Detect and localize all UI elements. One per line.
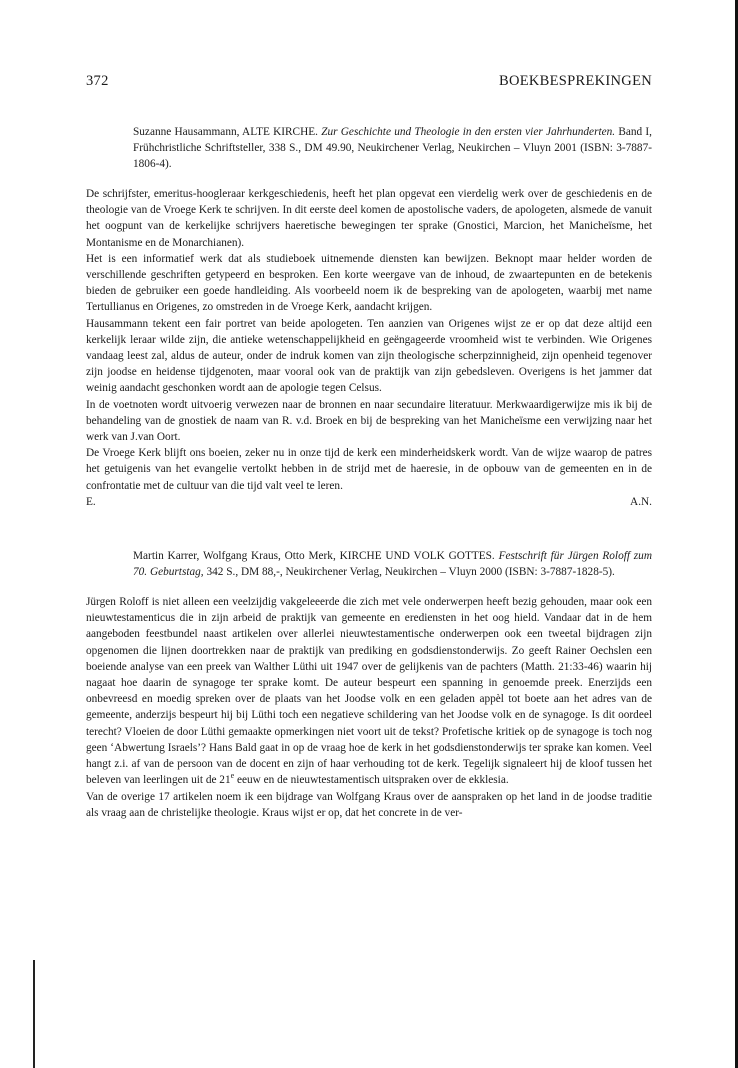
review-1-subtitle: Zur Geschichte und Theologie in den ersten vier Jahrhunderten. bbox=[321, 126, 616, 138]
review-2-paragraph-text: Jürgen Roloff is niet alleen een veelzijdig vakgeleeerde die zich met vele onderwerpen heeft bezig gehouden, maar ook een nieuwtestamenticus die in zijn arbeid de praktijk van gemeente en erediensten in het oog hield. Vandaar dat in de hem aangeboden feestbundel naast artikelen over allerlei nieuwtestamentische onderwerpen ook een tweetal bijdragen zijn opgenomen die lijnen doortrekken naar de praktijk van prediking en godsdienstonderwijs. Zo geeft Rainer Oechslen een boeiende analyse van een preek van Walther Lüthi uit 1947 over de gelijkenis van de pachters (Matth. 21:33-46) waarin hij nagaat hoe daarin de synagoge ter sprake komt. De auteur bespeurt een spanning in genoemde preek. Enerzijds een onbevreesd en moedig spreken over de plaats van het Joodse volk en een geladen appèl tot boete aan het adres van de gemeente, anderzijs bespeurt hij bij Lüthi toch een negatieve schildering van het Joodse volk en de synagoge. Is dit oordeel terecht? Vloeien de door Lüthi gemaakte opmerkingen niet voort uit de tekst? Profetische kritiek op de synagoge is toch nog geen ‘Abwertung Israels’? Hans Bald gaat in op de vraag hoe de kerk in het godsdienstonderwijs ter sprake kan komen. Veel hangt z.i. af van de persoon van de docent en zijn of haar verhouding tot de kerk. Tegelijk signaleert hij de kloof tussen het beleven van leerlingen uit de 21 bbox=[86, 596, 652, 787]
running-header bbox=[86, 72, 652, 90]
review-2-authors: Martin Karrer, Wolfgang Kraus, Otto Merk, KIRCHE UND VOLK GOTTES. bbox=[133, 550, 495, 563]
century-superscript: e bbox=[230, 771, 235, 781]
review-1-paragraph: Hausammann tekent een fair portret van beide apologeten. Ten aanzien van Origenes wijst ze er op dat deze altijd een kerkelijk leraar wilde zijn, die antieke wetenschappelijkheid en geëngageerde vroomheid wist te verbinden. Wie Origenes vandaag leest zal, aldus de auteur, onder de indruk komen van zijn theologische scherpzinnigheid, zijn openheid tegenover zijn joodse en heidense tijdgenoten, maar vooral ook van de praktijk van zijn gebedsleven. Overigens is het jammer dat weinig aandacht geschonken wordt aan de apologie tegen Celsus. bbox=[86, 317, 652, 395]
review-2-subtitle: Festschrift für Jürgen Roloff zum 70. Geburtstag, bbox=[133, 550, 652, 579]
review-1-authors: Suzanne Hausammann, ALTE KIRCHE. bbox=[133, 126, 318, 138]
review-2-citation bbox=[133, 548, 652, 580]
review-1-paragraph: De Vroege Kerk blijft ons boeien, zeker nu in onze tijd de kerk een minderheidskerk wordt. Van de wijze waarop de patres het getuigenis van het evangelie vertolkt hebben in de strijd met de haeresie, in de opbouw van de gemeenten en in de confrontatie met de cultuur van die tijd valt veel te leren. bbox=[86, 447, 652, 492]
review-1-details: Band I, Frühchristliche Schriftsteller, 338 S., DM 49.90, Neukirchener Verlag, Neukirchen – Vluyn 2001 (ISBN: 3-7887-1806-4). bbox=[133, 126, 653, 170]
review-2-details: 342 S., DM 88,-, Neukirchener Verlag, Neukirchen – Vluyn 2000 (ISBN: 3-7887-1828-5). bbox=[206, 566, 615, 579]
review-1-paragraph: In de voetnoten wordt uitvoerig verwezen naar de bronnen en naar secundaire literatuur. Merkwaardigerwijze mis ik bij de behandeling van de gnostiek de naam van R. v.d. Broek en bij de bespreking van het Manicheïsme een verwijzing naar het werk van J.van Oort. bbox=[86, 398, 652, 444]
review-1-citation bbox=[133, 124, 652, 172]
page bbox=[86, 72, 652, 821]
page-number: 372 bbox=[86, 73, 109, 89]
review-1-body bbox=[86, 186, 652, 510]
review-2-body bbox=[86, 594, 652, 821]
review-1-paragraph: Het is een informatief werk dat als studieboek uitnemende diensten kan bewijzen. Beknopt maar helder worden de verschillende geschriften getypeerd en besproken. Een korte weergave van de inhoud, de zwaartepunten en de betekenis bieden de gebruiker een goede handleiding. Als voorbeeld noem ik de bespreking van de apologeten, waarbij met name Tertullianus en Origenes, zo omstreden in de Vroege Kerk, aandacht krijgen. bbox=[86, 252, 652, 314]
review-1-signature bbox=[86, 494, 652, 510]
scan-border-left bbox=[33, 960, 35, 1068]
review-2-paragraph: Van de overige 17 artikelen noem ik een bijdrage van Wolfgang Kraus over de aanspraken op het land in de joodse traditie als vraag aan de christelijke theologie. Kraus wijst er op, dat het concrete in de ver- bbox=[86, 790, 652, 819]
review-2-paragraph bbox=[86, 594, 652, 788]
review-1-paragraph: De schrijfster, emeritus-hoogleraar kerkgeschiedenis, heeft het plan opgevat een vierdelig werk over de geschiedenis en de theologie van de Vroege Kerk te schrijven. In dit eerste deel komen de apostolische vaders, de apologeten, alsmede de vanuit het oogpunt van de kerkelijke schrijvers haeretische bewegingen ter sprake (Gnostici, Marcion, het Manicheïsme, het Montanisme en de Monarchianen). bbox=[86, 188, 652, 249]
review-2-paragraph-end: eeuw en de nieuwtestamentisch uitspraken over de ekklesia. bbox=[234, 774, 509, 787]
section-title: BOEKBESPREKINGEN bbox=[498, 73, 652, 89]
reviewer-initials: A.N. bbox=[630, 495, 652, 508]
signature-initial: E. bbox=[86, 495, 96, 508]
